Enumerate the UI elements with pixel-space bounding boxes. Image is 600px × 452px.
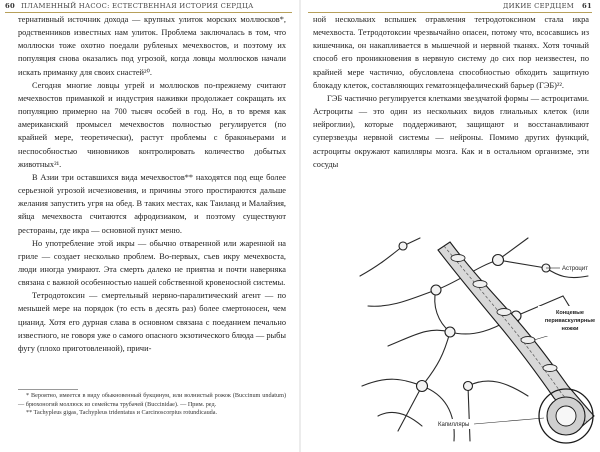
label-endfeet-line2: периваскулярные: [544, 318, 596, 324]
left-body-text: [18, 13, 286, 388]
paragraph: Сегодня многие ловцы угрей и моллюсков по-прежнему считают мечехвостов приманкой и индустрия наживки продолжает сокращать их популяцию примерно на 700 тысяч особей в год. Но, в то время как американский промысел мечехвостов полностью регулируется (по крайней мере, теоретически), растут проблемы с браконьерами и неспособностью чиновников контролировать количество добытых животных²¹.: [18, 80, 286, 169]
astrocyte-capillary-illustration: [358, 236, 600, 448]
paragraph: В Азии три оставшихся вида мечехвостов** находятся под еще более серьезной угрозой исчезновения, и причины этого простираются дальше желания запустить угря на обед. В таких местах, как Таиланд и Малайзия, яйца мечехвоста считаются афродизиаком, и поэтому существуют рестораны, где икра — основной пункт меню.: [18, 172, 286, 235]
footnote: * Вероятно, имеется в виду обыкновенный букцинум, или волнистый рожок (Buccinum undatum) — брюхоногий моллюск из семейства трубачей (Buccinidae). — Прим. ред.: [18, 392, 286, 408]
footnotes: [18, 392, 286, 418]
right-running-head: [308, 2, 592, 13]
paragraph: ГЭБ частично регулируется клетками звездчатой формы — астроцитами. Астроциты — это один из нескольких видов глиальных клеток (или нейроглии), которые поддерживают, защищают и восстанавливают суперзвезды нервной системы — нейроны. Помимо других функций, астроциты окружают капилляры мозга. Как и в остальном организме, эти сосуды: [313, 93, 589, 169]
right-body-text: [313, 13, 589, 235]
right-page-number: 61: [582, 2, 592, 10]
footnote-separator: [18, 389, 78, 390]
right-page: [303, 0, 600, 452]
left-page-number: 60: [5, 2, 15, 10]
label-endfeet-line3: ножки: [561, 326, 579, 332]
paragraph: Тетродотоксин — смертельный нервно-паралитический агент — по меньшей мере на порядок (то есть в десять раз) более смертоносен, чем цианид. Хотя его дурная слава в основном связана с поеданием печально известного, не говоря уже о самого опасного экзотического блюда — рыбы фугу (плохо приготовленной), причи-: [18, 291, 286, 353]
right-running-title: ДИКИЕ СЕРДЦЕМ: [502, 2, 574, 10]
left-running-head: [5, 2, 292, 13]
footnote: ** Tachypleus gigas, Tachypleus tridentatus и Carcinoscorpius rotundicauda.: [26, 409, 218, 417]
capillary-cross-section: [539, 389, 593, 443]
paragraph: тернативный источник дохода — крупных улиток морских моллюсков*, родственников известных нам улиток. Проблема заключалась в том, что моллюски тоже охотно поедали рубленых мечехвостов, и поэтому их популяция снова оказались под угрозой, когда ловцы моллюсков начали искать приманку для своих снастей²⁰.: [18, 15, 286, 77]
label-astrocyte: Астроцит: [562, 266, 588, 272]
label-endfeet-line1: Концевые: [555, 310, 585, 316]
label-capillaries: Капилляры: [438, 422, 470, 428]
book-gutter: [299, 0, 301, 452]
astrocyte-drawing: [358, 236, 600, 448]
paragraph: Но употребление этой икры — обычно отваренной или жаренной на гриле — создает несколько проблем. Во-первых, съев икру мечехвоста, люди иногда умирают. Эта смерть далеко не приятна и почти наверняка связана с важной особенностью нашей собственной кровеносной системы.: [18, 238, 286, 288]
paragraph: ной нескольких вспышек отравления тетродотоксином стала икра мечехвоста. Тетродотоксин чрезвычайно опасен, потому что, всосавшись из кишечника, он накапливается в мышечной и нервной тканях. Хотя точный способ его проникновения в нервную систему до сих пор неизвестен, по крайней мере частично, обусловлена способностью обходить защитную блокаду клеток, составляющих гематоэнцефалический барьер (ГЭБ)²².: [313, 15, 589, 90]
left-running-title: ПЛАМЕННЫЙ НАСОС: ЕСТЕСТВЕННАЯ ИСТОРИЯ СЕРДЦА: [21, 2, 254, 10]
